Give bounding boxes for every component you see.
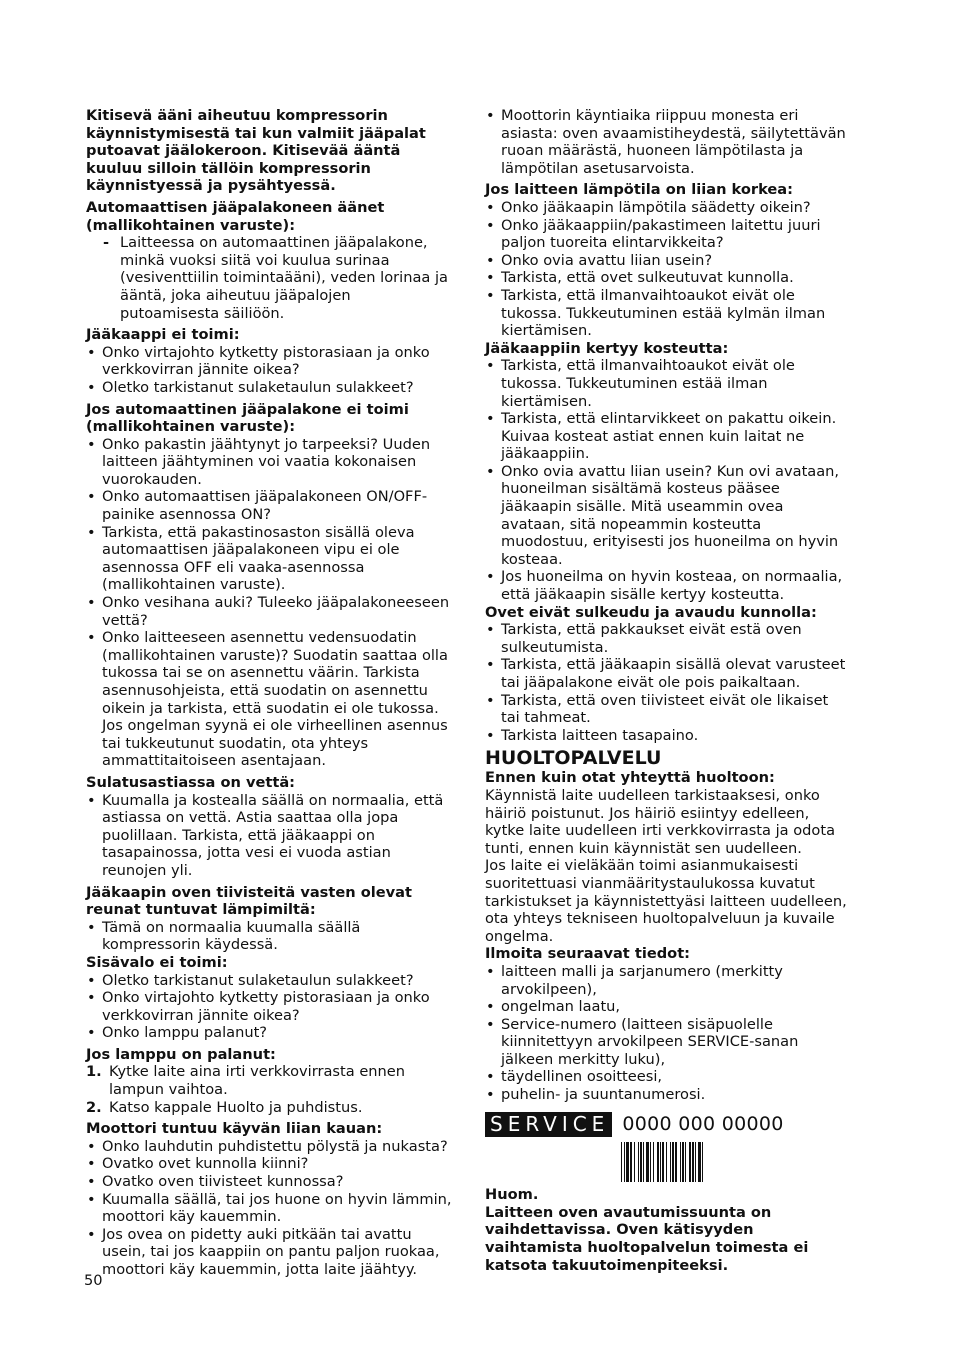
list-item: • Onko laitteeseen asennettu vedensuodatin (mallikohtainen varuste)? Suodatin saattaa olla tukossa tai se on asennettu väärin. Tarkista asennusohjeista, että suodatin on asennettu oikein ja tarkista, että suodatin ei ole tukossa. Jos ongelman syynä ei ole virheellinen asennus tai tukkeutunut suodatin, ota yhteys ammattitaitoiseen asentajaan. — [86, 629, 452, 770]
service-badge: SERVICE — [485, 1112, 612, 1137]
temp-high-list — [485, 199, 851, 340]
list-item: • Tarkista laitteen tasapaino. — [485, 727, 851, 745]
service-number: 0000 000 00000 — [622, 1112, 784, 1135]
list-item: • Onko lamppu palanut? — [86, 1024, 452, 1042]
list-item: • Tarkista, että elintarvikkeet on pakattu oikein. Kuivaa kosteat astiat ennen kuin laitat ne jääkaappiin. — [485, 410, 851, 463]
list-item: • Onko pakastin jäähtynyt jo tarpeeksi? Uuden laitteen jäähtyminen voi vaatia kokonaisen vuorokauden. — [86, 436, 452, 489]
list-item: • Jos ovea on pidetty auki pitkään tai avattu usein, tai jos kaappiin on pantu paljon ruokaa, moottori käy kauemmin, jotta laite jäähtyy. — [86, 1226, 452, 1279]
list-item: • Onko jääkaapin lämpötila säädetty oikein? — [485, 199, 851, 217]
list-item: • Oletko tarkistanut sulaketaulun sulakkeet? — [86, 972, 452, 990]
seal-hot-list — [86, 919, 452, 954]
list-item: • Tarkista, että oven tiivisteet eivät ole likaiset tai tahmeat. — [485, 692, 851, 727]
fridge-not-working-list — [86, 344, 452, 397]
motor-long-list — [86, 1138, 452, 1279]
list-item: • Tarkista, että pakastinosaston sisällä oleva automaattisen jääpalakoneen vipu ei ole asennossa OFF eli vaaka-asennossa (mallikohtainen varuste). — [86, 524, 452, 594]
light-not-working-heading: Sisävalo ei toimi: — [86, 953, 228, 971]
barcode-icon — [621, 1142, 768, 1182]
list-item: • Onko jääkaappiin/pakastimeen laitettu juuri paljon tuoreita elintarvikkeita? — [485, 217, 851, 252]
step-number: 1. — [86, 1063, 102, 1081]
step-number: 2. — [86, 1098, 102, 1116]
list-item: • Tarkista, että jääkaapin sisällä olevat varusteet tai jääpalakone eivät ole pois paikaltaan. — [485, 656, 851, 691]
moisture-list — [485, 357, 851, 603]
service-title: HUOLTOPALVELU — [485, 747, 662, 770]
list-item: • Service-numero (laitteen sisäpuolelle kiinnitettyyn arvokilpeen SERVICE-sanan jälkeen merkitty luku), — [485, 1016, 851, 1069]
seal-hot-heading: Jääkaapin oven tiivisteitä vasten olevat reunat tuntuvat lämpimiltä: — [86, 883, 412, 919]
icemaker-not-working-heading: Jos automaattinen jääpalakone ei toimi (mallikohtainen varuste): — [86, 400, 409, 436]
doors-heading: Ovet eivät sulkeudu ja avaudu kunnolla: — [485, 603, 817, 621]
list-item: • Moottorin käyntiaika riippuu monesta eri asiasta: oven avaamistiheydestä, säilytettävän ruoan määrästä, huoneen lämpötilasta ja lämpötilan asetusarvoista. — [485, 107, 851, 177]
list-item: • Onko virtajohto kytketty pistorasiaan ja onko verkkovirran jännite oikea? — [86, 344, 452, 379]
list-item: • Ovatko ovet kunnolla kiinni? — [86, 1155, 452, 1173]
doors-list — [485, 621, 851, 744]
defrost-water-list — [86, 792, 452, 880]
step-item — [86, 1063, 452, 1098]
list-item: • Tarkista, että ilmanvaihtoaukot eivät ole tukossa. Tukkeutuminen estää ilman kiertämisen. — [485, 357, 851, 410]
lamp-burned-heading: Jos lamppu on palanut: — [86, 1045, 276, 1063]
list-item: • Tarkista, että ovet sulkeutuvat kunnolla. — [485, 269, 851, 287]
service-number-row — [485, 1112, 851, 1138]
list-item: • Tarkista, että ilmanvaihtoaukot eivät ole tukossa. Tukkeutuminen estää kylmän ilman kiertämisen. — [485, 287, 851, 340]
icemaker-noise-heading: Automaattisen jääpalakoneen äänet (mallikohtainen varuste): — [86, 198, 385, 234]
list-item: • Onko vesihana auki? Tuleeko jääpalakoneeseen vettä? — [86, 594, 452, 629]
report-list — [485, 963, 851, 1104]
service-paragraph-2: Jos laite ei vieläkään toimi asianmukaisesti suoritettuasi vianmääritystaulukossa kuvatut tarkistukset ja käynnistettyäsi laitteen uudelleen, ota yhteys tekniseen huoltopalveluun ja kuvaile ongelma. — [485, 857, 847, 945]
list-item: - Laitteessa on automaattinen jääpalakone, minkä vuoksi siitä voi kuulua surinaa (vesiventtiilin toimintaääni), veden lorinaa ja ääntä, joka aiheutuu jääpalojen putoamisesta säiliöön. — [103, 234, 452, 322]
list-item: • Onko automaattisen jääpalakoneen ON/OFF-painike asennossa ON? — [86, 488, 452, 523]
step-text: Kytke laite aina irti verkkovirrasta ennen lampun vaihtoa. — [109, 1063, 406, 1099]
step-item — [86, 1099, 452, 1117]
moisture-heading: Jääkaappiin kertyy kosteutta: — [485, 339, 729, 357]
list-item: • Kuumalla ja kostealla säällä on normaalia, että astiassa on vettä. Astia saattaa olla jopa puolillaan. Tarkista, että jääkaappi on tasapainossa, jotta vesi ei vuoda astian reunojen yli. — [86, 792, 452, 880]
temp-high-heading: Jos laitteen lämpötila on liian korkea: — [485, 181, 793, 199]
right-column — [485, 107, 851, 1274]
motor-long-heading: Moottori tuntuu käyvän liian kauan: — [86, 1120, 383, 1138]
before-contact-heading: Ennen kuin otat yhteyttä huoltoon: — [485, 769, 775, 787]
list-item: • Onko ovia avattu liian usein? Kun ovi avataan, huoneilman sisältämä kosteus pääsee jääkaapin sisälle. Mitä useammin ovea avataan, sitä nopeammin kosteutta muodostuu, erityisesti jos huoneilma on hyvin kosteaa. — [485, 463, 851, 569]
list-item: • Onko ovia avattu liian usein? — [485, 252, 851, 270]
defrost-water-heading: Sulatusastiassa on vettä: — [86, 773, 296, 791]
list-item: • ongelman laatu, — [485, 998, 851, 1016]
list-item: • Jos huoneilma on hyvin kosteaa, on normaalia, että jääkaapin sisälle kertyy kosteutta. — [485, 568, 851, 603]
step-text: Katso kappale Huolto ja puhdistus. — [109, 1098, 363, 1116]
light-not-working-list — [86, 972, 452, 1042]
list-item: • Kuumalla säällä, tai jos huone on hyvin lämmin, moottori käy kauemmin. — [86, 1191, 452, 1226]
motor-long-continued-list — [485, 107, 851, 177]
fridge-not-working-heading: Jääkaappi ei toimi: — [86, 326, 240, 344]
lamp-burned-steps — [86, 1063, 452, 1116]
intro-paragraph: Kitisevä ääni aiheutuu kompressorin käynnistymisestä tai kun valmiit jääpalat putoavat jäälokeroon. Kitisevää ääntä kuuluu silloin tällöin kompressorin käynnistyessä ja pysähtyessä. — [86, 107, 426, 195]
note-label: Huom. — [485, 1186, 539, 1204]
list-item: • Tarkista, että pakkaukset eivät estä oven sulkeutumista. — [485, 621, 851, 656]
left-column — [86, 107, 452, 1279]
note-text: Laitteen oven avautumissuunta on vaihdettavissa. Oven kätisyyden vaihtamista huoltopalvelun toimesta ei katsota takuutoimenpiteeksi. — [485, 1203, 809, 1274]
icemaker-not-working-list — [86, 436, 452, 770]
list-item: • laitteen malli ja sarjanumero (merkitty arvokilpeen), — [485, 963, 851, 998]
service-paragraph-1: Käynnistä laite uudelleen tarkistaaksesi, onko häiriö poistunut. Jos häiriö esiintyy edelleen, kytke laite uudelleen irti verkkovirrasta ja odota tunti, ennen kuin käynnistät sen uudelleen. — [485, 786, 836, 857]
list-item: • Ovatko oven tiivisteet kunnossa? — [86, 1173, 452, 1191]
report-heading: Ilmoita seuraavat tiedot: — [485, 945, 691, 963]
list-item: • Onko lauhdutin puhdistettu pölystä ja nukasta? — [86, 1138, 452, 1156]
list-item: • täydellinen osoitteesi, — [485, 1068, 851, 1086]
icemaker-noise-list — [103, 234, 452, 322]
list-item: • puhelin- ja suuntanumerosi. — [485, 1086, 851, 1104]
list-item: • Oletko tarkistanut sulaketaulun sulakkeet? — [86, 379, 452, 397]
list-item: • Tämä on normaalia kuumalla säällä kompressorin käydessä. — [86, 919, 452, 954]
page-number: 50 — [84, 1272, 103, 1289]
list-item: • Onko virtajohto kytketty pistorasiaan ja onko verkkovirran jännite oikea? — [86, 989, 452, 1024]
